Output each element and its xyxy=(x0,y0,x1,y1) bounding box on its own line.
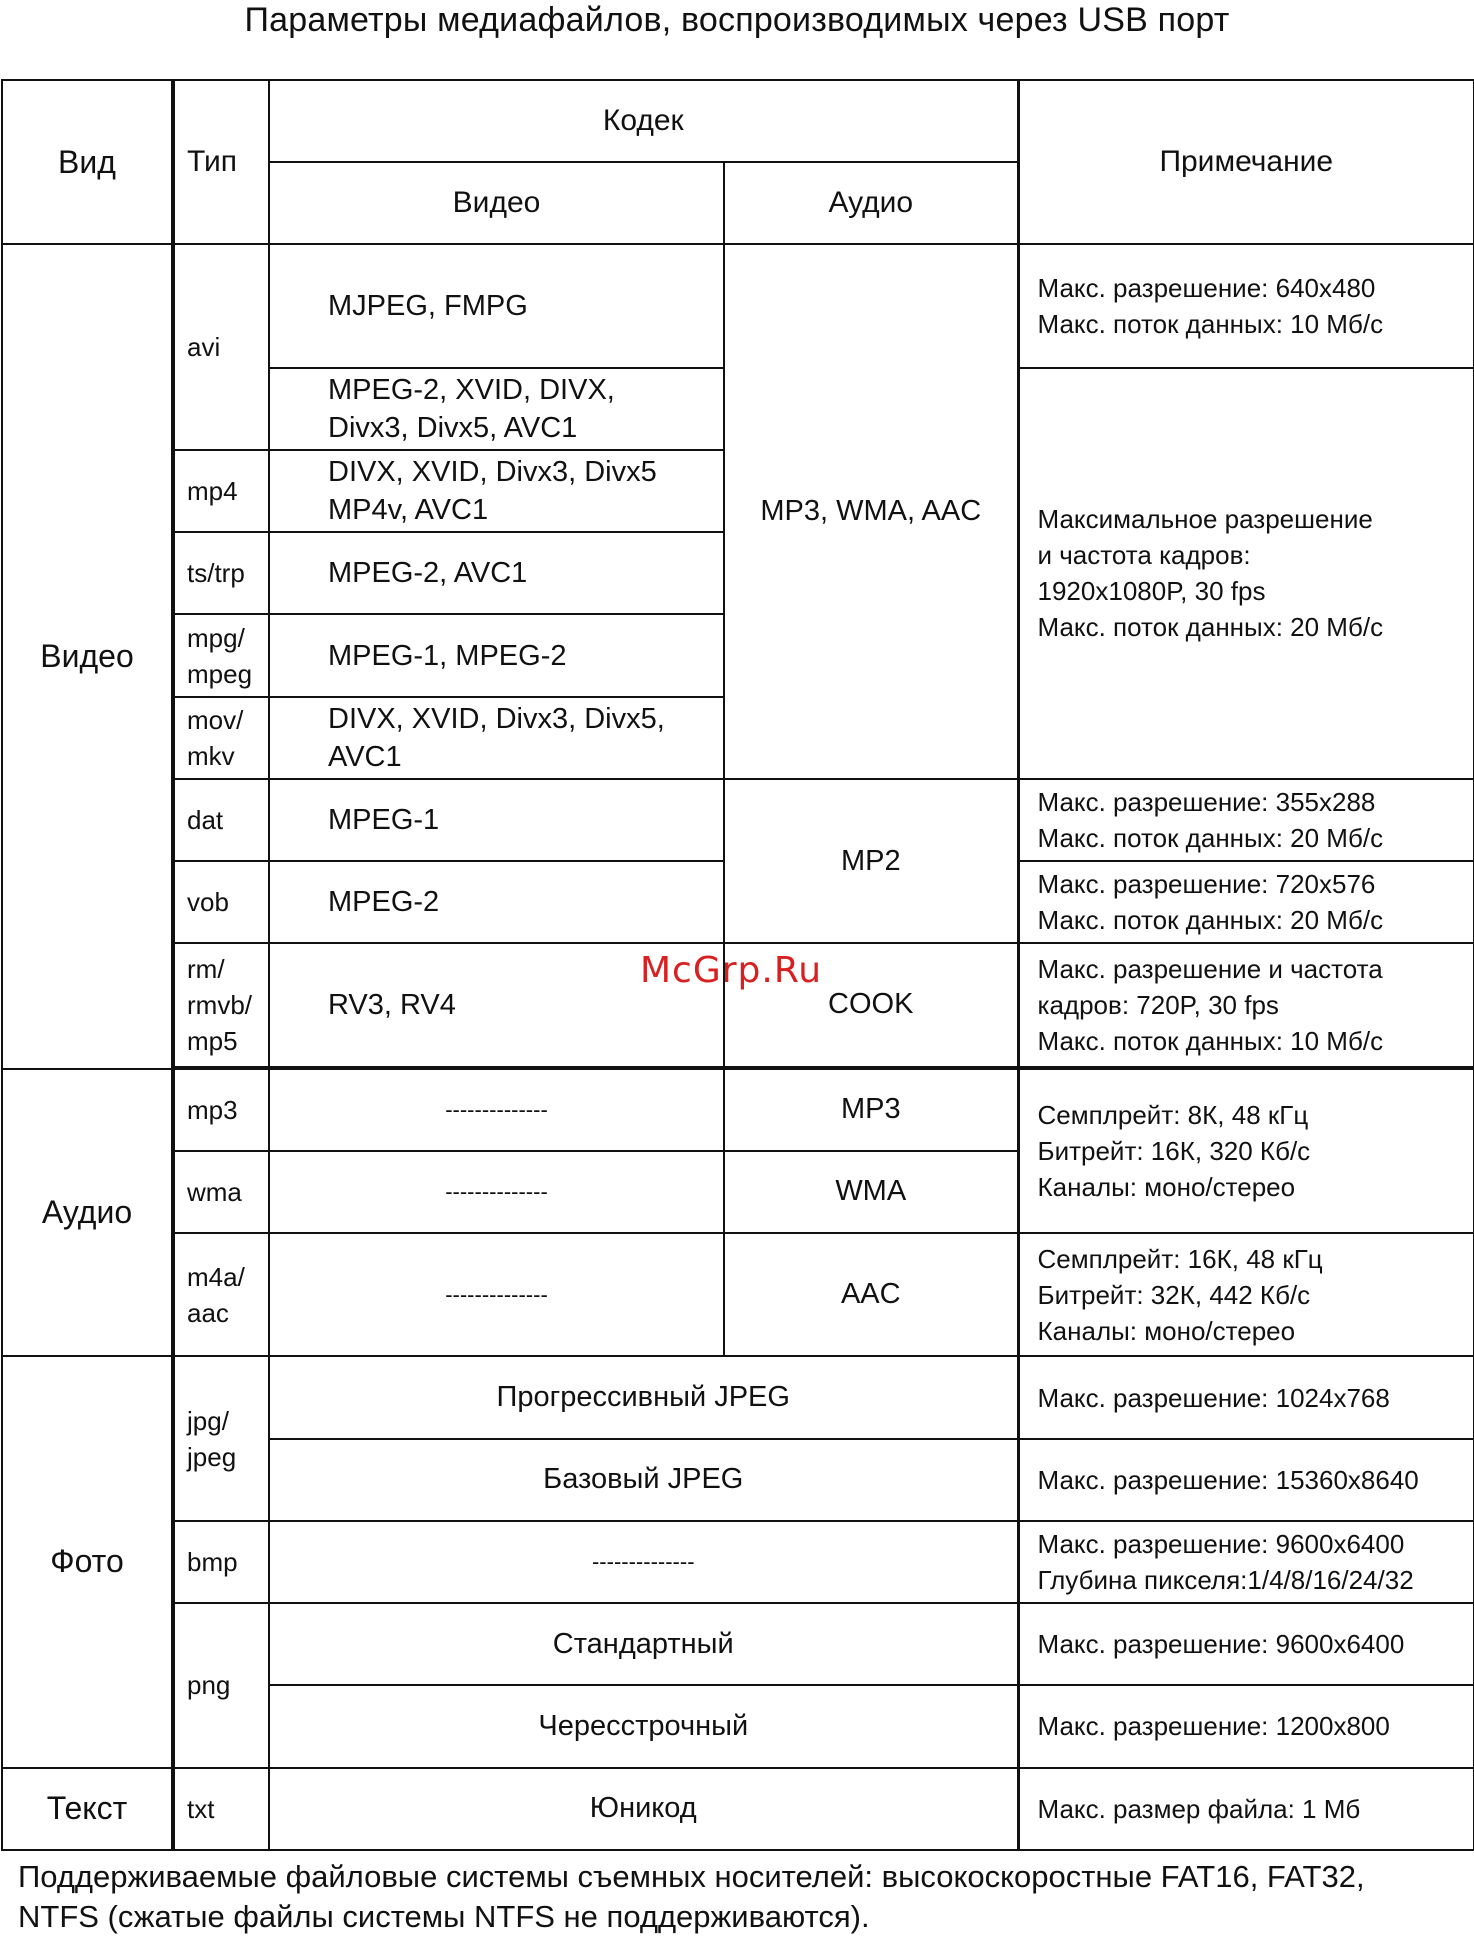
audio-codec-cook: COOK xyxy=(724,943,1018,1066)
type-mp4: mp4 xyxy=(173,450,269,532)
note-vob: Макс. разрешение: 720x576 Макс. поток данных: 20 Мб/с xyxy=(1018,861,1474,943)
video-codec-mp3-none: -------------- xyxy=(269,1069,724,1151)
video-codec-mov: DIVX, XVID, Divx3, Divx5, AVC1 xyxy=(269,697,724,779)
page-title: Параметры медиафайлов, воспроизводимых через USB порт xyxy=(244,1,1230,39)
header-video-codec: Видео xyxy=(269,162,724,244)
video-codec-avi-1: MJPEG, FMPG xyxy=(269,244,724,367)
table-row xyxy=(2,1233,1474,1356)
kind-video: Видео xyxy=(2,244,173,1068)
kind-audio: Аудио xyxy=(2,1069,173,1357)
table-row xyxy=(2,1521,1474,1603)
type-txt: txt xyxy=(173,1768,269,1850)
video-codec-vob: MPEG-2 xyxy=(269,861,724,943)
note-dat: Макс. разрешение: 355x288 Макс. поток данных: 20 Мб/с xyxy=(1018,779,1474,861)
audio-codec-video-group: MP3, WMA, AAC xyxy=(724,244,1018,778)
type-bmp: bmp xyxy=(173,1521,269,1603)
audio-codec-mp2: MP2 xyxy=(724,779,1018,943)
table-row xyxy=(2,1069,1474,1151)
codec-unicode: Юникод xyxy=(269,1768,1018,1850)
table-row xyxy=(2,1603,1474,1685)
codec-png-standard: Стандартный xyxy=(269,1603,1018,1685)
note-bmp: Макс. разрешение: 9600x6400 Глубина пикселя:1/4/8/16/24/32 xyxy=(1018,1521,1474,1603)
audio-codec-aac: AAC xyxy=(724,1233,1018,1356)
video-codec-m4a-none: -------------- xyxy=(269,1233,724,1356)
type-dat: dat xyxy=(173,779,269,861)
note-avi-1: Макс. разрешение: 640x480 Макс. поток данных: 10 Мб/с xyxy=(1018,244,1474,367)
note-rm: Макс. разрешение и частота кадров: 720P, 30 fps Макс. поток данных: 10 Мб/с xyxy=(1018,943,1474,1066)
table-row xyxy=(2,244,1474,367)
type-ts: ts/trp xyxy=(173,532,269,614)
header-note: Примечание xyxy=(1018,80,1474,244)
table-row xyxy=(2,779,1474,861)
type-vob: vob xyxy=(173,861,269,943)
type-mpg: mpg/ mpeg xyxy=(173,614,269,696)
footer-line: Поддерживаемые файловые системы съемных носителей: высокоскоростные FAT16, FAT32, xyxy=(18,1859,1365,1894)
note-mp3-wma: Семплрейт: 8К, 48 кГц Битрейт: 16К, 320 Кб/с Каналы: моно/стерео xyxy=(1018,1069,1474,1233)
table-row xyxy=(2,1356,1474,1438)
video-codec-rm: RV3, RV4 xyxy=(269,943,724,1066)
type-m4a: m4a/ aac xyxy=(173,1233,269,1356)
video-codec-mpg: MPEG-1, MPEG-2 xyxy=(269,614,724,696)
video-codec-dat: MPEG-1 xyxy=(269,779,724,861)
footer-note xyxy=(18,1857,1458,1937)
note-png-2: Макс. разрешение: 1200x800 xyxy=(1018,1685,1474,1767)
note-jpg-1: Макс. разрешение: 1024x768 xyxy=(1018,1356,1474,1438)
type-png: png xyxy=(173,1603,269,1767)
codec-jpeg-progressive: Прогрессивный JPEG xyxy=(269,1356,1018,1438)
note-jpg-2: Макс. разрешение: 15360x8640 xyxy=(1018,1439,1474,1521)
audio-codec-mp3: MP3 xyxy=(724,1069,1018,1151)
footer-line: NTFS (сжатые файлы системы NTFS не поддерживаются). xyxy=(18,1899,870,1934)
note-png-1: Макс. разрешение: 9600x6400 xyxy=(1018,1603,1474,1685)
note-m4a: Семплрейт: 16К, 48 кГц Битрейт: 32К, 442 Кб/с Каналы: моно/стерео xyxy=(1018,1233,1474,1356)
watermark: McGrp.Ru xyxy=(640,950,823,991)
header-codec: Кодек xyxy=(269,80,1018,162)
note-video-group: Максимальное разрешение и частота кадров: 1920x1080P, 30 fps Макс. поток данных: 20 Мб/с xyxy=(1018,368,1474,779)
kind-photo: Фото xyxy=(2,1356,173,1767)
table-header-row xyxy=(2,80,1474,162)
video-codec-mp4: DIVX, XVID, Divx3, Divx5 MP4v, AVC1 xyxy=(269,450,724,532)
type-avi: avi xyxy=(173,244,269,450)
video-codec-ts: MPEG-2, AVC1 xyxy=(269,532,724,614)
type-mp3: mp3 xyxy=(173,1069,269,1151)
header-audio-codec: Аудио xyxy=(724,162,1018,244)
note-txt: Макс. размер файла: 1 Мб xyxy=(1018,1768,1474,1850)
header-type: Тип xyxy=(173,80,269,244)
table-row xyxy=(2,1768,1474,1850)
type-wma: wma xyxy=(173,1151,269,1233)
codec-jpeg-baseline: Базовый JPEG xyxy=(269,1439,1018,1521)
type-mov: mov/ mkv xyxy=(173,697,269,779)
audio-codec-wma: WMA xyxy=(724,1151,1018,1233)
codec-bmp-none: -------------- xyxy=(269,1521,1018,1603)
type-rm: rm/ rmvb/ mp5 xyxy=(173,943,269,1066)
codec-png-interlaced: Чересстрочный xyxy=(269,1685,1018,1767)
type-jpg: jpg/ jpeg xyxy=(173,1356,269,1520)
video-codec-wma-none: -------------- xyxy=(269,1151,724,1233)
header-kind: Вид xyxy=(2,80,173,244)
kind-text: Текст xyxy=(2,1768,173,1850)
video-codec-avi-2: MPEG-2, XVID, DIVX, Divx3, Divx5, AVC1 xyxy=(269,368,724,450)
